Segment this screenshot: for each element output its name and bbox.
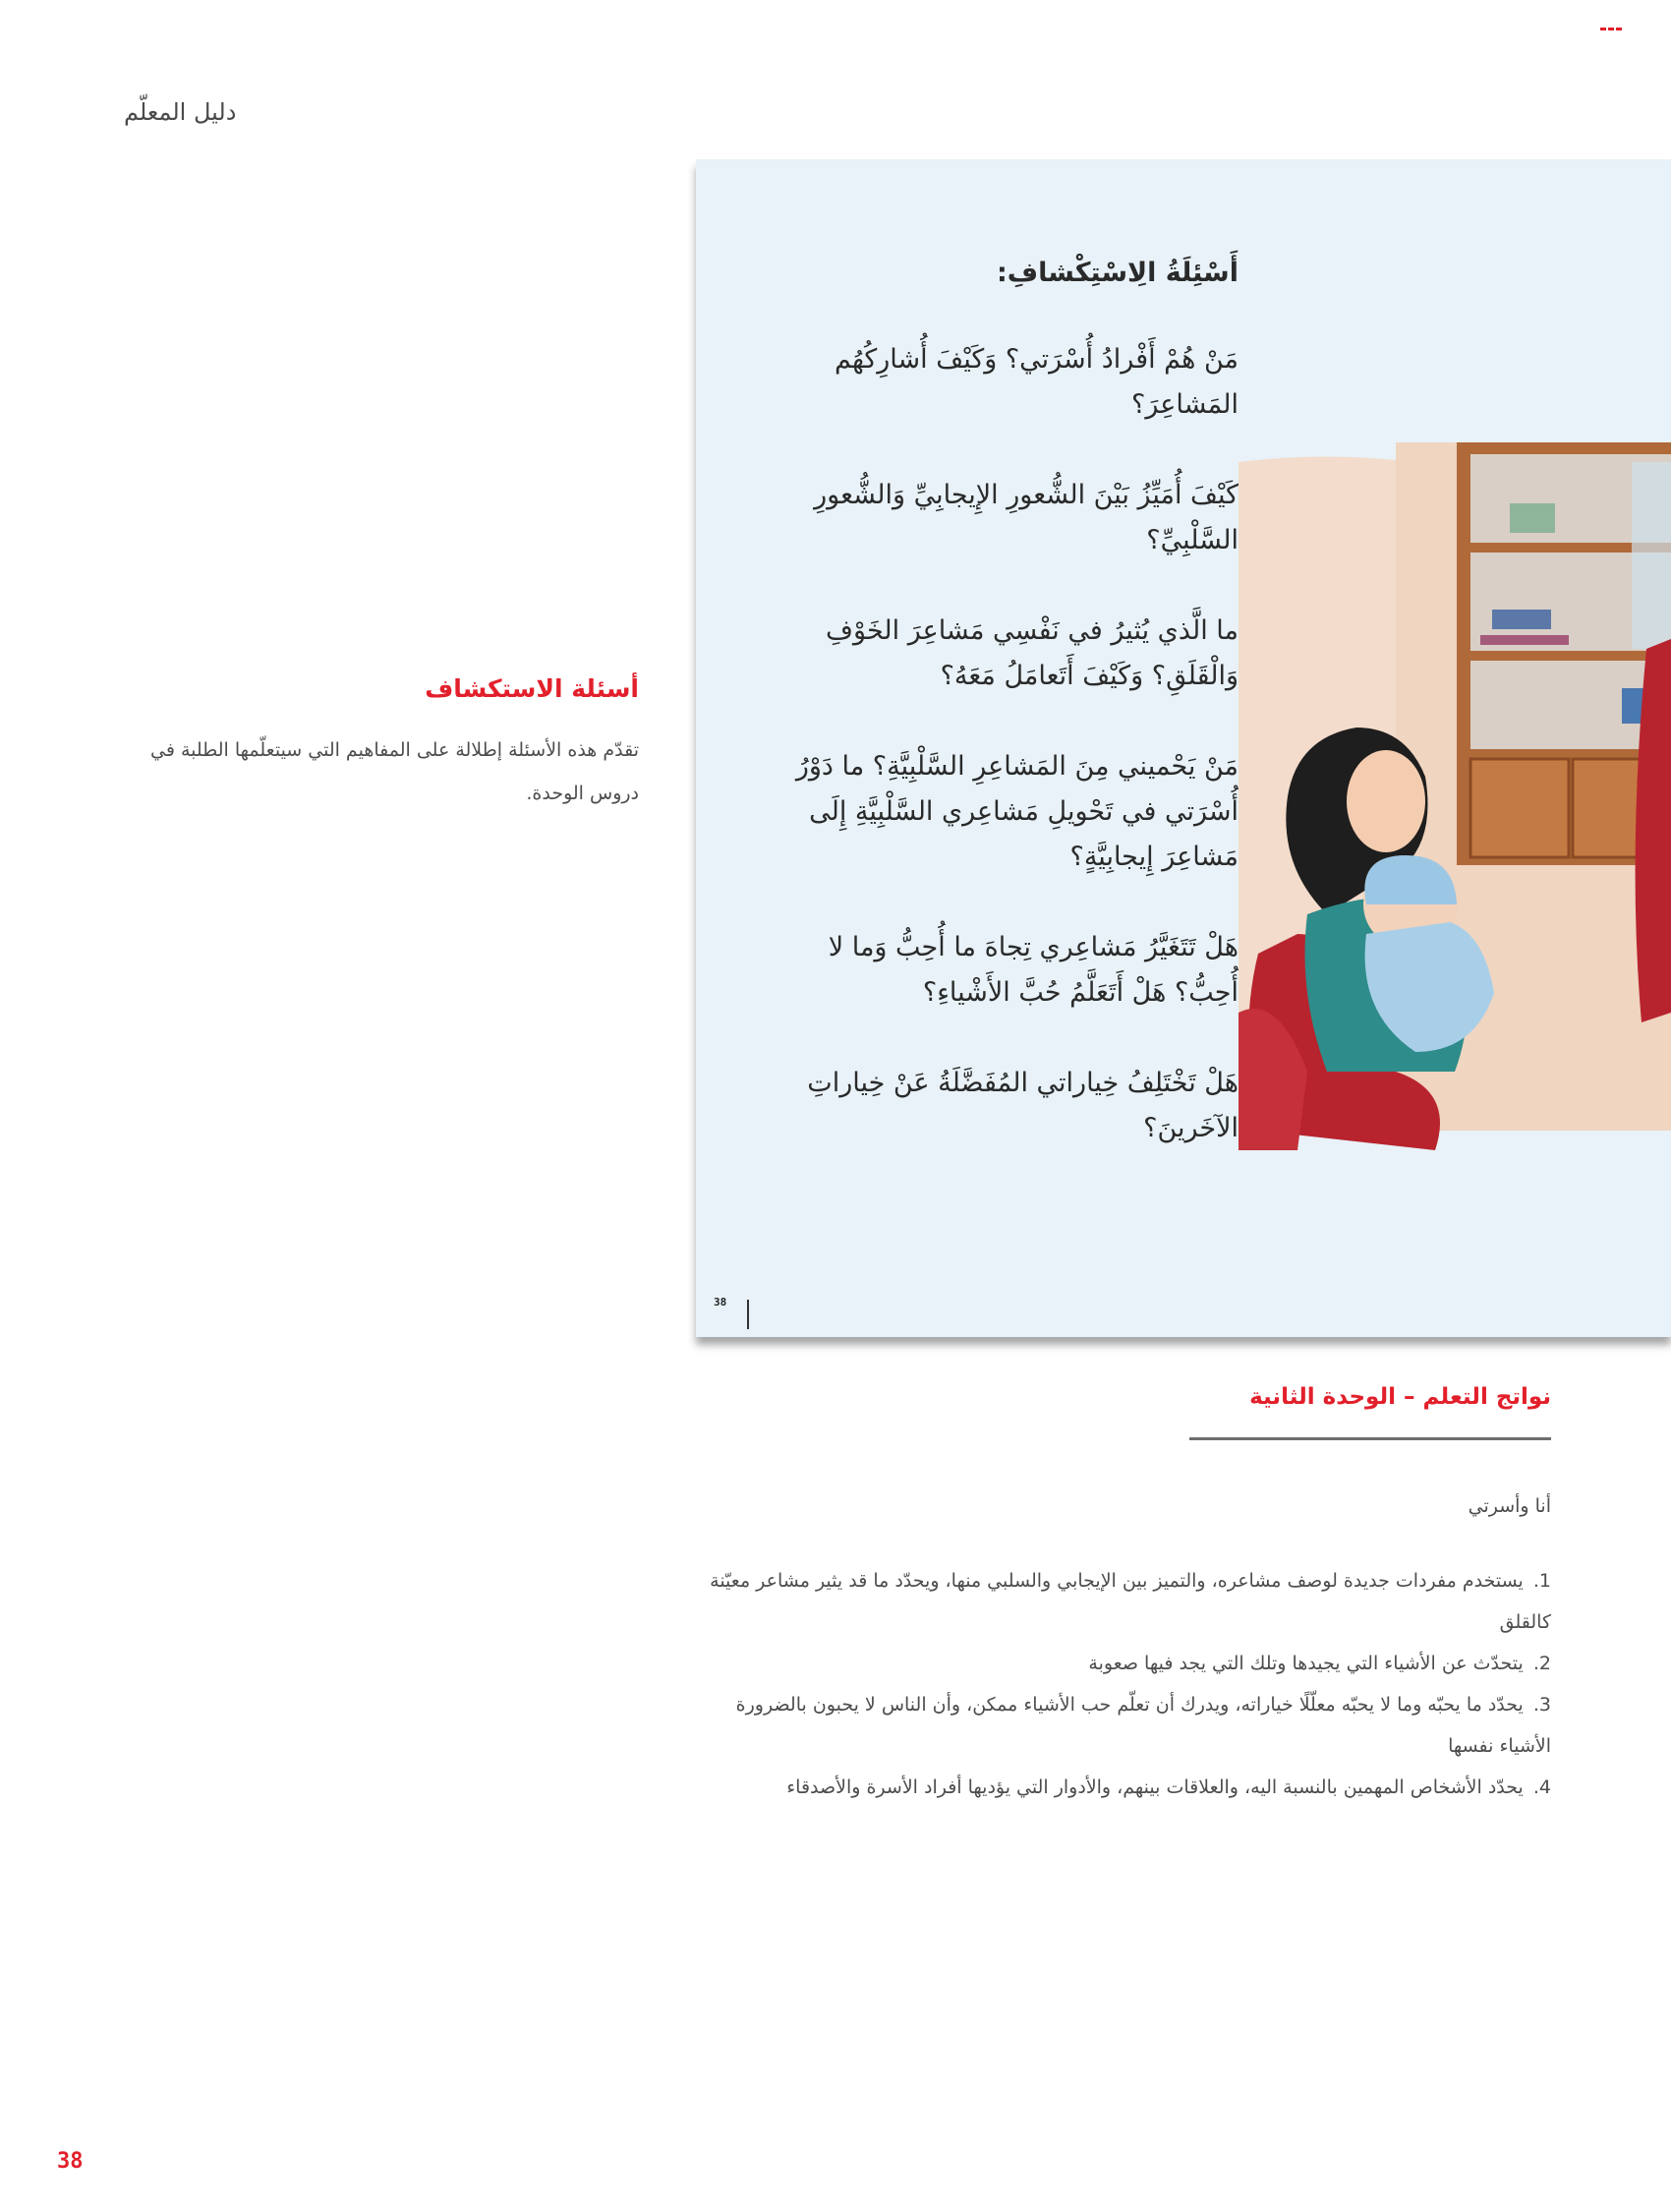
outcome-item [706,1767,1551,1808]
outcome-item [706,1560,1551,1643]
mother-and-baby-illustration [1239,442,1671,1170]
exploration-questions [773,258,1239,1196]
question-item: مَنْ هُمْ أَفْرادُ أُسْرَتي؟ وَكَيْفَ أُشارِكُهُم المَشاعِرَ؟ [835,344,1239,420]
unit-name: أنا وأسرتي [1468,1495,1551,1517]
exploration-heading: أَسْئِلَةُ الِاسْتِكْشافِ: [996,258,1239,288]
question-item: هَلْ تَخْتَلِفُ خِياراتي المُفَضَّلَةُ عَنْ خِياراتِ الآخَرينَ؟ [807,1068,1239,1143]
outcome-text: يحدّد ما يحبّه وما لا يحبّه معلّلًا خياراته، ويدرك أن تعلّم حب الأشياء ممكن، وأن الناس لا يحبون بالضرورة الأشياء نفسها [735,1694,1551,1757]
corner-mark [1600,28,1622,34]
outcome-item [706,1684,1551,1767]
outcome-text: يستخدم مفردات جديدة لوصف مشاعره، والتميز بين الإيجابي والسلبي منها، ويحدّد ما قد يثير مشاعر معيّنة كالقلق [710,1570,1551,1633]
page-header-title: دليل المعلّم [124,98,237,126]
page-number: 38 [57,2149,84,2174]
outcome-number: 4. [1532,1776,1551,1798]
outcome-text: يتحدّث عن الأشياء التي يجيدها وتلك التي يجد فيها صعوبة [1088,1653,1524,1674]
book-page-rule [747,1300,749,1329]
question-item: هَلْ تَتَغَيَّرُ مَشاعِري تِجاهَ ما أُحِبُّ وَما لا أُحِبُّ؟ هَلْ أَتَعَلَّمُ حُبَّ الأَشْياءِ؟ [828,932,1239,1008]
side-note-title: أسئلة الاستكشاف [425,674,639,703]
question-item: كَيْفَ أُمَيِّزُ بَيْنَ الشُّعورِ الإِيجابِيِّ وَالشُّعورِ السَّلْبِيِّ؟ [814,480,1239,555]
question-item: ما الَّذي يُثيرُ في نَفْسِي مَشاعِرَ الخَوْفِ وَالْقَلَقِ؟ وَكَيْفَ أَتَعامَلُ مَعَهُ؟ [826,615,1239,691]
outcome-number: 2. [1532,1653,1551,1674]
learning-outcomes [706,1384,1551,1808]
student-book-page [696,159,1671,1337]
outcomes-title: نواتج التعلم – الوحدة الثانية [1249,1384,1551,1410]
outcome-number: 3. [1532,1694,1551,1716]
question-item: مَنْ يَحْميني مِنَ المَشاعِرِ السَّلْبِيَّةِ؟ ما دَوْرُ أُسْرَتي في تَحْويلِ مَشاعِري السَّلْبِيَّةِ إِلَى مَشاعِرَ إِيجابِيَّةٍ؟ [795,751,1239,872]
outcomes-list [706,1560,1551,1808]
outcome-text: يحدّد الأشخاص المهمين بالنسبة اليه، والعلاقات بينهم، والأدوار التي يؤديها أفراد الأسرة والأصدقاء [786,1776,1524,1798]
outcomes-divider [1189,1437,1551,1440]
side-note [147,674,639,815]
side-note-text: تقدّم هذه الأسئلة إطلالة على المفاهيم التي سيتعلّمها الطلبة في دروس الوحدة. [149,739,639,804]
outcome-number: 1. [1532,1570,1551,1592]
outcome-item [706,1643,1551,1684]
book-page-number: 38 [714,1296,727,1309]
